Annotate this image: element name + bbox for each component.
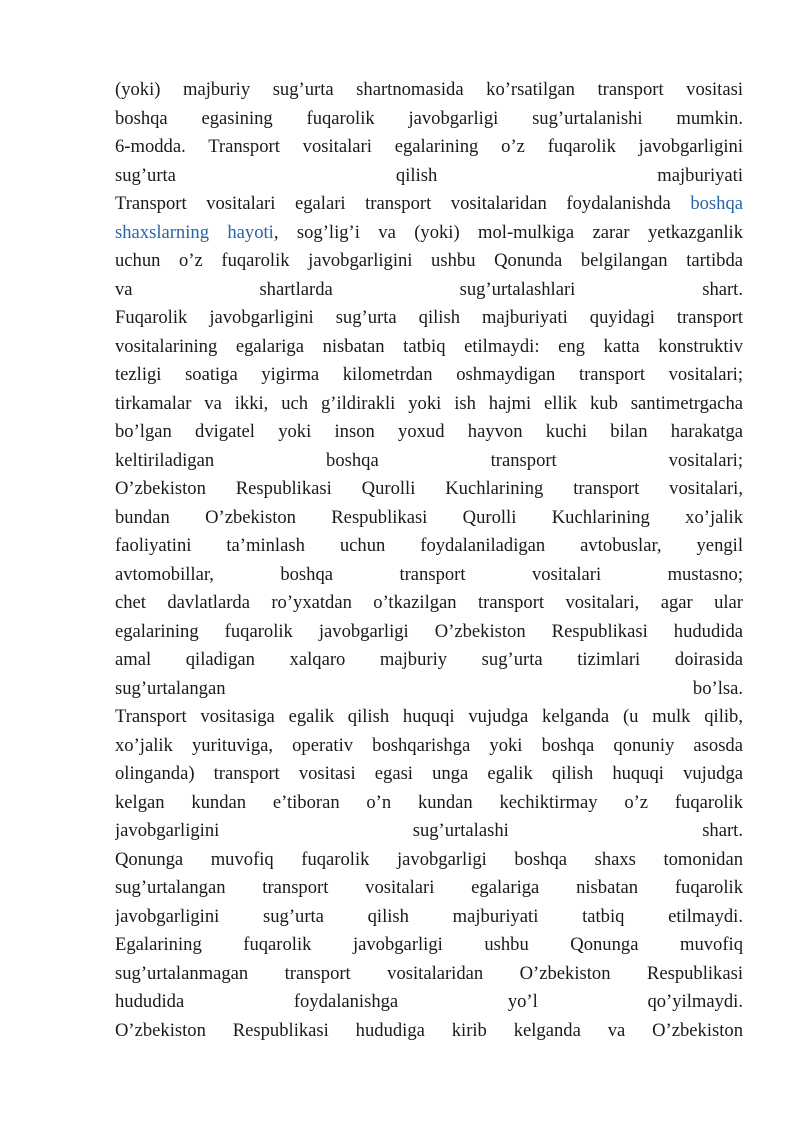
text-line: tirkamalar va ikki, uch g’ildirakli yoki ish hajmi ellik kub santimetrgacha xyxy=(115,392,743,414)
text-line: Fuqarolik javobgarligini sug’urta qilish majburiyati quyidagi transport xyxy=(115,307,743,328)
text-line: bo’lgan dvigatel yoki inson yoxud hayvon kuchi bilan harakatga xyxy=(115,421,743,442)
text-line: amal qiladigan xalqaro majburiy sug’urta tizimlari doirasida xyxy=(115,649,743,670)
text-line: avtomobillar, boshqa transport vositalari mustasno; xyxy=(115,563,743,585)
text-line: Egalarining fuqarolik javobgarligi ushbu Qonunga muvofiq xyxy=(115,934,743,955)
text-segment: , sog’lig’i va (yoki) mol-mulkiga zarar yetkazganlik xyxy=(273,221,743,243)
text-line: Qonunga muvofiq fuqarolik javobgarligi boshqa shaxs tomonidan xyxy=(115,848,743,870)
text-line: sug’urtalangan transport vositalari egalariga nisbatan fuqarolik xyxy=(115,877,743,898)
text-line xyxy=(115,219,743,248)
document-body xyxy=(115,76,743,1045)
text-line: 6-modda. Transport vositalari egalarining o’z fuqarolik javobgarligini xyxy=(115,136,743,157)
text-line: uchun o’z fuqarolik javobgarligini ushbu Qonunda belgilangan tartibda xyxy=(115,250,743,271)
text-line: (yoki) majburiy sug’urta shartnomasida ko’rsatilgan transport vositasi xyxy=(115,79,743,100)
text-line: boshqa egasining fuqarolik javobgarligi sug’urtalanishi mumkin. xyxy=(115,107,743,129)
text-line: tezligi soatiga yigirma kilometrdan oshmaydigan transport vositalari; xyxy=(115,364,743,385)
text-line: chet davlatlarda ro’yxatdan o’tkazilgan transport vositalari, agar ular xyxy=(115,592,743,613)
text-line: Transport vositasiga egalik qilish huquqi vujudga kelganda (u mulk qilib, xyxy=(115,706,743,727)
text-line: keltiriladigan boshqa transport vositalari; xyxy=(115,449,743,471)
text-line: xo’jalik yurituviga, operativ boshqarishga yoki boshqa qonuniy asosda xyxy=(115,734,743,756)
text-line: O’zbekiston Respublikasi hududiga kirib kelganda va O’zbekiston xyxy=(115,1019,743,1041)
text-line: kelgan kundan e’tiboran o’n kundan kechiktirmay o’z fuqarolik xyxy=(115,791,743,813)
text-line: olinganda) transport vositasi egasi unga egalik qilish huquqi vujudga xyxy=(115,763,743,784)
text-segment: Transport vositalari egalari transport vositalaridan foydalanishda xyxy=(115,193,691,214)
text-line: egalarining fuqarolik javobgarligi O’zbekiston Respublikasi hududida xyxy=(115,620,743,642)
text-line: sug’urtalangan bo’lsa. xyxy=(115,677,743,699)
text-line: sug’urta qilish majburiyati xyxy=(115,164,743,186)
text-line: hududida foydalanishga yo’l qo’yilmaydi. xyxy=(115,991,743,1012)
text-line: javobgarligini sug’urta qilish majburiyati tatbiq etilmaydi. xyxy=(115,905,743,927)
text-line: vositalarining egalariga nisbatan tatbiq etilmaydi: eng katta konstruktiv xyxy=(115,335,743,357)
text-line xyxy=(115,190,743,219)
text-line: faoliyatini ta’minlash uchun foydalaniladigan avtobuslar, yengil xyxy=(115,535,743,556)
hyperlink-boshqa[interactable]: boshqa xyxy=(690,193,743,214)
text-line: va shartlarda sug’urtalashlari shart. xyxy=(115,278,743,300)
text-line: javobgarligini sug’urtalashi shart. xyxy=(115,820,743,841)
hyperlink-shaxslarning-hayoti[interactable]: shaxslarning hayoti xyxy=(115,221,274,243)
text-line: bundan O’zbekiston Respublikasi Qurolli Kuchlarining xo’jalik xyxy=(115,506,743,528)
text-line: O’zbekiston Respublikasi Qurolli Kuchlarining transport vositalari, xyxy=(115,478,743,499)
text-line: sug’urtalanmagan transport vositalaridan O’zbekiston Respublikasi xyxy=(115,962,743,984)
